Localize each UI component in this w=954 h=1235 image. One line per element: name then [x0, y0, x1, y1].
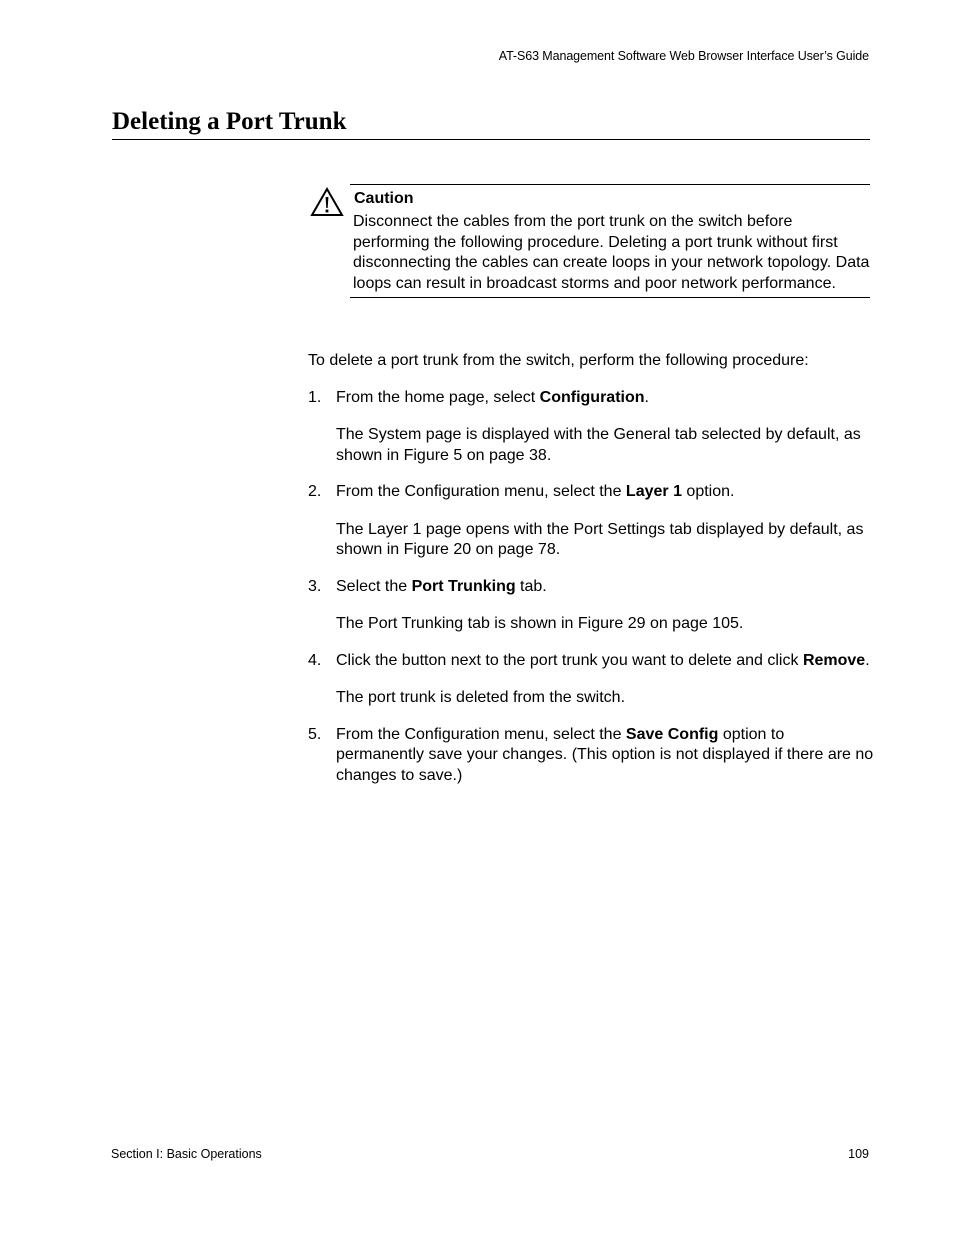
footer-section-label: Section I: Basic Operations — [111, 1147, 262, 1161]
running-header: AT-S63 Management Software Web Browser Interface User’s Guide — [498, 49, 869, 63]
step-number: 5. — [308, 725, 322, 743]
caution-heading: Caution — [354, 190, 414, 207]
caution-text: Disconnect the cables from the port trunk on the switch before performing the following procedure. Deleting a port trunk without first disconnecting the cables can create loops in your network topology. Data loops can result in broadcast storms and poor network performance. — [353, 213, 870, 292]
step-number: 1. — [308, 388, 322, 406]
step-text: option to permanently save your changes. (This option is not displayed if there are no changes to save.) — [336, 725, 874, 784]
title-rule — [112, 139, 870, 140]
step-text: . — [644, 388, 649, 406]
step-text: Click the button next to the port trunk you want to delete and click — [336, 651, 803, 669]
step-ui-term: Layer 1 — [625, 483, 682, 500]
step-2-result: The Layer 1 page opens with the Port Settings tab displayed by default, as shown in Figure 20 on page 78. — [336, 520, 864, 558]
step-ui-term: Remove — [802, 651, 866, 669]
step-number: 3. — [308, 577, 322, 595]
warning-triangle-icon — [310, 187, 344, 217]
footer-page-number: 109 — [848, 1147, 869, 1161]
procedure-intro: To delete a port trunk from the switch, perform the following procedure: — [308, 352, 809, 369]
step-4 — [308, 651, 874, 672]
step-ui-term: Configuration — [539, 388, 645, 406]
step-1 — [308, 388, 874, 409]
step-text: From the Configuration menu, select the — [336, 483, 626, 500]
step-number: 4. — [308, 651, 322, 669]
step-4-result: The port trunk is deleted from the switch. — [336, 689, 626, 706]
step-text: . — [865, 651, 870, 669]
procedure-content — [308, 351, 874, 786]
step-text: Select the — [336, 577, 412, 595]
caution-box — [350, 184, 870, 298]
step-number: 2. — [308, 483, 322, 500]
step-3-result: The Port Trunking tab is shown in Figure 29 on page 105. — [336, 615, 744, 632]
step-text: From the home page, select — [336, 388, 540, 406]
step-ui-term: Save Config — [625, 725, 719, 743]
step-ui-term: Port Trunking — [411, 577, 516, 595]
step-1-result: The System page is displayed with the General tab selected by default, as shown in Figure 5 on page 38. — [336, 426, 861, 464]
step-5 — [308, 725, 874, 787]
step-text: option. — [681, 483, 735, 500]
step-text: tab. — [515, 577, 547, 595]
section-title: Deleting a Port Trunk — [112, 108, 347, 135]
step-3 — [308, 577, 874, 598]
step-text: From the Configuration menu, select the — [336, 725, 626, 743]
step-2 — [308, 482, 874, 503]
